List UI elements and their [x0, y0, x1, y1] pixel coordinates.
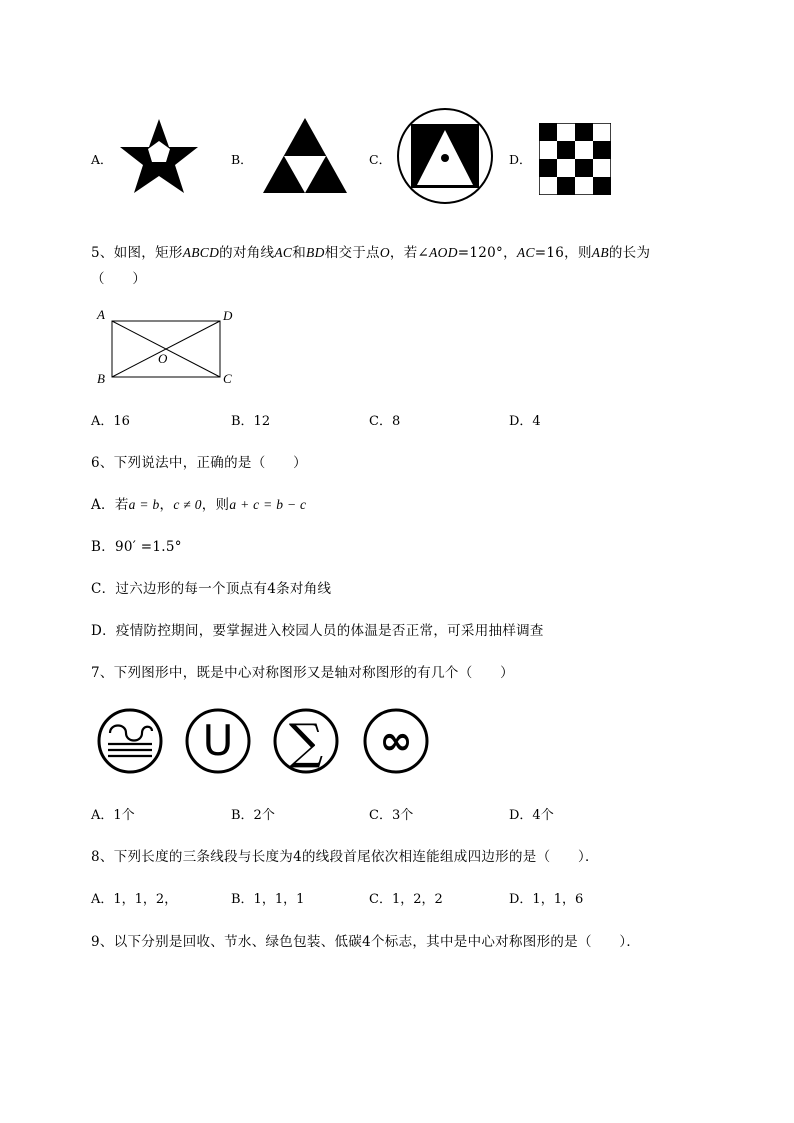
q7-option-b: B．2个	[231, 808, 275, 823]
q8-option-a: A．1，1，2，	[91, 892, 178, 907]
infinity-circle-icon	[362, 707, 430, 775]
point-a-label: A	[97, 307, 105, 322]
q5-text: 的长为	[608, 245, 651, 261]
q6-then: ，则	[201, 497, 230, 513]
q6-option-a	[91, 493, 306, 513]
center-dot	[441, 154, 449, 162]
var-aod: AOD	[429, 245, 458, 260]
q8-stem: 8、下列长度的三条线段与长度为4的线段首尾依次相连能组成四边形的是（ ）．	[91, 849, 599, 865]
q4-circle-figure	[395, 106, 495, 206]
q7-option-d: D．4个	[509, 808, 554, 823]
q4-triangle-figure	[260, 116, 350, 196]
q5-text: =16，则	[534, 245, 592, 261]
sigma-circle-icon	[272, 707, 340, 775]
var-abcd: ABCD	[182, 245, 220, 260]
q5-option-d: D．4	[509, 414, 541, 429]
var-ab: AB	[591, 245, 609, 260]
q4-option-a-label: A．	[91, 152, 113, 167]
q6-option-c: C．过六边形的每一个顶点有4条对角线	[91, 581, 332, 597]
var-ac: AC	[516, 245, 535, 260]
q5-option-b: B．12	[231, 414, 271, 429]
q8-option-c: C．1，2，2	[369, 892, 443, 907]
q6-option-d: D．疫情防控期间，要掌握进入校园人员的体温是否正常，可采用抽样调查	[91, 623, 544, 639]
q6-stem: 6、下列说法中，正确的是（ ）	[91, 455, 307, 471]
var-ac: AC	[274, 245, 293, 260]
q4-option-d-label: D．	[509, 152, 532, 167]
point-c-label: C	[223, 371, 232, 386]
point-o-label: O	[158, 351, 168, 366]
q5-paren: （ ）	[91, 271, 147, 287]
point-d-label: D	[223, 308, 233, 323]
q8-option-b: B．1，1，1	[231, 892, 305, 907]
q5-text: ，若∠	[389, 245, 430, 261]
wavy-lines-circle-icon	[96, 707, 164, 775]
q6-separator: ，	[159, 497, 174, 513]
q6-math-c-neq-0: c ≠ 0	[173, 497, 202, 512]
q6-option-b: B．90′ =1.5°	[91, 539, 182, 555]
q5-text: 和	[292, 245, 307, 261]
union-circle-icon	[184, 707, 252, 775]
q7-stem: 7、下列图形中，既是中心对称图形又是轴对称图形的有几个（ ）	[91, 665, 514, 681]
point-b-label: B	[97, 371, 105, 386]
q5-stem	[91, 241, 650, 261]
q5-text: =120°，	[457, 245, 517, 261]
q5-text: 的对角线	[219, 245, 275, 261]
q5-option-a: A．16	[91, 414, 130, 429]
q4-checkerboard-figure	[539, 123, 611, 195]
q7-option-c: C．3个	[369, 808, 414, 823]
q5-text: 如图，矩形	[113, 245, 183, 261]
q9-stem: 9、以下分别是回收、节水、绿色包装、低碳4个标志，其中是中心对称图形的是（ ）．	[91, 934, 641, 950]
union-symbol: U	[202, 716, 234, 765]
q5-option-c: C．8	[369, 414, 401, 429]
sigma-symbol: ∑	[288, 714, 324, 770]
q4-option-c-label: C．	[369, 152, 392, 167]
q5-number: 5、	[91, 245, 114, 261]
q6-math-result: a + c = b − c	[229, 497, 307, 512]
q8-option-d: D．1，1，6	[509, 892, 584, 907]
var-bd: BD	[306, 245, 325, 260]
q5-rectangle-figure	[94, 305, 244, 387]
q6-option-a-prefix: A．若	[91, 497, 129, 513]
var-o: O	[379, 245, 390, 260]
q7-option-a: A．1个	[91, 808, 135, 823]
q4-option-b-label: B．	[231, 152, 253, 167]
q5-text: 相交于点	[324, 245, 380, 261]
q4-star-figure	[118, 116, 202, 198]
infinity-symbol: ∞	[379, 718, 413, 764]
q6-math-a-eq-b: a = b	[128, 497, 160, 512]
